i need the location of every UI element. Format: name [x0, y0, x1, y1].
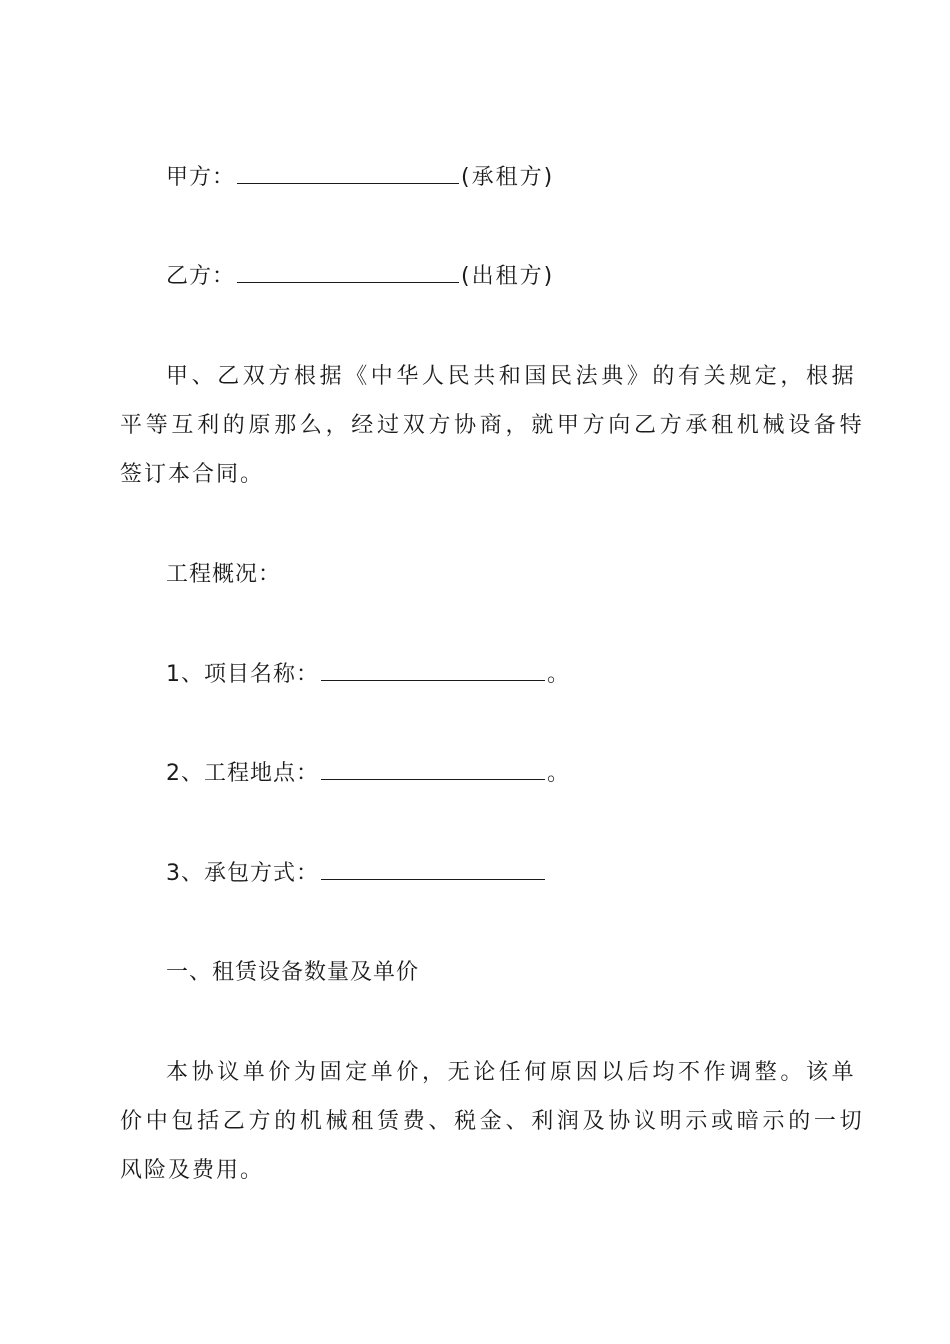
section-1-line-1: 本协议单价为固定单价，无论任何原因以后均不作调整。该单: [166, 1060, 858, 1085]
project-item-2: [166, 758, 570, 790]
preamble-line-3: 签订本合同。: [120, 462, 265, 487]
contract-method-blank[interactable]: [321, 859, 545, 880]
party-b-blank[interactable]: [237, 262, 459, 283]
party-b-line: [166, 261, 554, 293]
preamble-line-1: 甲、乙双方根据《中华人民共和国民法典》的有关规定，根据: [166, 364, 858, 389]
party-a-line: [166, 162, 554, 194]
party-a-label: 甲方：: [166, 165, 236, 190]
project-heading: 工程概况：: [166, 562, 282, 587]
project-item-3-label: 3、承包方式：: [166, 861, 319, 886]
project-name-blank[interactable]: [321, 660, 545, 681]
section-1-line-2: 价中包括乙方的机械租赁费、税金、利润及协议明示或暗示的一切: [120, 1109, 866, 1134]
party-b-label: 乙方：: [166, 264, 236, 289]
section-1-heading: 一、租赁设备数量及单价: [166, 960, 420, 985]
section-1-line-3: 风险及费用。: [120, 1158, 265, 1183]
party-a-blank[interactable]: [237, 163, 459, 184]
project-item-2-label: 2、工程地点：: [166, 761, 319, 786]
project-item-1-end: 。: [547, 662, 571, 687]
project-item-2-end: 。: [547, 761, 571, 786]
project-item-1: [166, 659, 570, 691]
project-item-3: [166, 858, 547, 890]
project-location-blank[interactable]: [321, 759, 545, 780]
party-a-role: (承租方): [461, 165, 555, 190]
preamble-line-2: 平等互利的原那么，经过双方协商，就甲方向乙方承租机械设备特: [120, 413, 866, 438]
party-b-role: (出租方): [461, 264, 555, 289]
project-item-1-label: 1、项目名称：: [166, 662, 319, 687]
